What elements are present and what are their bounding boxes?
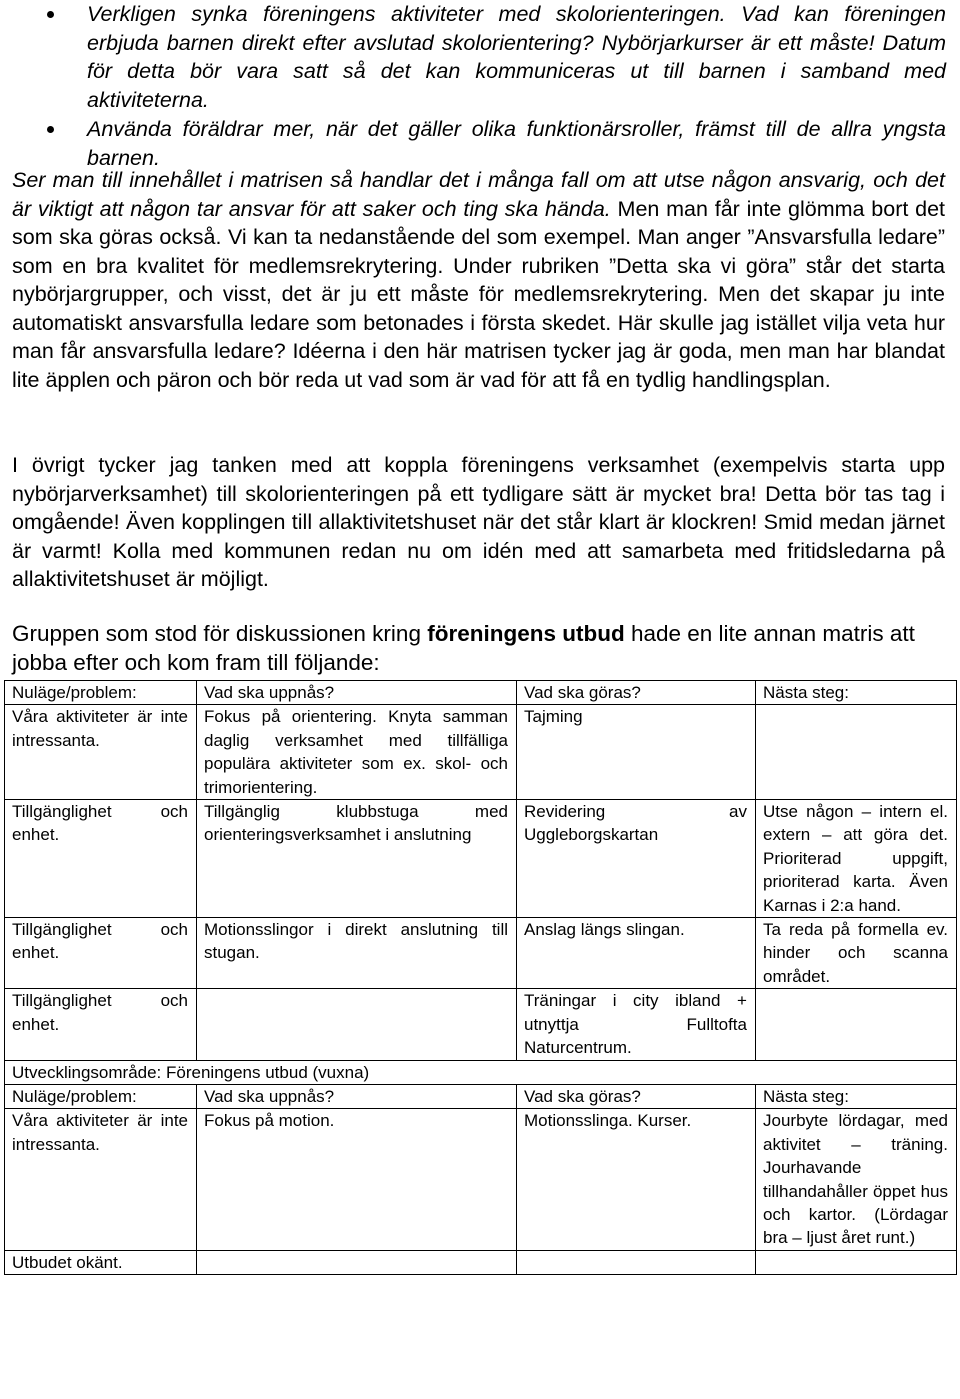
table-cell: Tillgänglighet och enhet. <box>5 989 197 1060</box>
table-row <box>5 1250 957 1274</box>
matrix-table <box>4 680 957 1275</box>
section-title-row <box>5 1060 957 1084</box>
table-cell: Tillgänglighet och enhet. <box>5 800 197 918</box>
table-header-row <box>5 681 957 705</box>
table-row <box>5 705 957 800</box>
intro-bold-text: föreningens utbud <box>427 621 625 646</box>
recommendation-paragraph: I övrigt tycker jag tanken med att koppla föreningens verksamhet (exempelvis starta upp nybörjarverksamhet) till skolorienteringen på ett tydligare sätt är mycket bra! Detta bör tas tag i omgående! Även kopplingen till allaktivitetshuset när det står klart är klockren! Smid medan järnet är varmt! Kolla med kommunen redan nu om idén med att samarbeta med fritidsledarna på allaktivitetshuset är möjligt. <box>12 453 945 591</box>
table-cell <box>756 1250 957 1274</box>
table-cell: Anslag längs slingan. <box>517 918 756 989</box>
table-cell: Våra aktiviteter är inte intressanta. <box>5 705 197 800</box>
table-cell <box>756 989 957 1060</box>
bullet-item <box>0 115 960 172</box>
header-cell: Nuläge/problem: <box>5 681 197 705</box>
section-intro <box>12 619 952 677</box>
table-cell <box>197 1250 517 1274</box>
header-cell: Vad ska uppnås? <box>197 681 517 705</box>
intro-text-end: hade en lite annan matris att jobba efter och kom fram till följande: <box>12 621 915 675</box>
table-cell: Jourbyte lördagar, med aktivitet – träning. Jourhavande tillhandahåller öppet hus och kartor. (Lördagar bra – ljust året runt.) <box>756 1109 957 1250</box>
table-header-row <box>5 1084 957 1108</box>
header-cell: Nuläge/problem: <box>5 1084 197 1108</box>
bullet-text: Använda föräldrar mer, när det gäller olika funktionärsroller, främst till de allra yngsta barnen. <box>87 116 946 170</box>
table-cell: Fokus på motion. <box>197 1109 517 1250</box>
section-title: Utvecklingsområde: Föreningens utbud (vuxna) <box>5 1060 957 1084</box>
header-cell: Nästa steg: <box>756 681 957 705</box>
table-row <box>5 989 957 1060</box>
commentary-italic-text: Ser man till innehållet i matrisen så handlar det i många fall om att utse någon ansvarig, och det är viktigt att någon tar ansvar för att saker och ting ska hända. <box>12 168 945 221</box>
table-cell: Fokus på orientering. Knyta samman daglig verksamhet med tillfälliga populära aktiviteter som ex. skol- och trimorientering. <box>197 705 517 800</box>
table-row <box>5 1109 957 1250</box>
bullet-dot-icon <box>47 11 54 18</box>
bullet-dot-icon <box>47 126 54 133</box>
table-cell: Träningar i city ibland + utnyttja Fulltofta Naturcentrum. <box>517 989 756 1060</box>
bullet-item <box>0 0 960 115</box>
table-cell: Våra aktiviteter är inte intressanta. <box>5 1109 197 1250</box>
header-cell: Nästa steg: <box>756 1084 957 1108</box>
table-cell: Motionsslinga. Kurser. <box>517 1109 756 1250</box>
header-cell: Vad ska göras? <box>517 1084 756 1108</box>
commentary-text: Men man får inte glömma bort det som ska göras också. Vi kan ta nedanstående del som exempel. Man anger ”Ansvarsfulla ledare” som en bra kvalitet för medlemsrekrytering. Under rubriken ”Detta ska vi göra” står det starta nybörjargrupper, och visst, det är ju ett måste för medlemsrekrytering. Men det skapar ju inte automatiskt ansvarsfulla ledare som betonades i första skedet. Här skulle jag istället vilja veta hur man får ansvarsfulla ledare? Idéerna i den här matrisen tycker jag är goda, men man har blandat lite äpplen och päron och bör reda ut vad som är vad för att få en tydlig handlingsplan. <box>12 196 945 392</box>
table-cell: Tillgänglighet och enhet. <box>5 918 197 989</box>
table-cell: Tillgänglig klubbstuga med orienteringsverksamhet i anslutning <box>197 800 517 918</box>
table-cell: Ta reda på formella ev. hinder och scanna området. <box>756 918 957 989</box>
table-cell: Utbudet okänt. <box>5 1250 197 1274</box>
table-cell: Utse någon – intern el. extern – att göra det. Prioriterad uppgift, prioriterad karta. Även Karnas i 2:a hand. <box>756 800 957 918</box>
table-cell: Tajming <box>517 705 756 800</box>
table-row <box>5 918 957 989</box>
table-row <box>5 800 957 918</box>
table-cell <box>197 989 517 1060</box>
table-cell: Revidering av Uggleborgskartan <box>517 800 756 918</box>
bullet-text: Verkligen synka föreningens aktiviteter med skolorienteringen. Vad kan föreningen erbjuda barnen direkt efter avslutad skolorientering? Nybörjarkurser är ett måste! Datum för detta bör vara satt så det kan kommuniceras ut till barnen i samband med aktiviteterna. <box>87 2 946 113</box>
table-cell <box>756 705 957 800</box>
table-cell <box>517 1250 756 1274</box>
bullet-list <box>0 0 960 172</box>
table-cell: Motionsslingor i direkt anslutning till stugan. <box>197 918 517 989</box>
header-cell: Vad ska göras? <box>517 681 756 705</box>
intro-text: Gruppen som stod för diskussionen kring <box>12 621 428 646</box>
commentary-paragraph <box>12 166 945 394</box>
header-cell: Vad ska uppnås? <box>197 1084 517 1108</box>
